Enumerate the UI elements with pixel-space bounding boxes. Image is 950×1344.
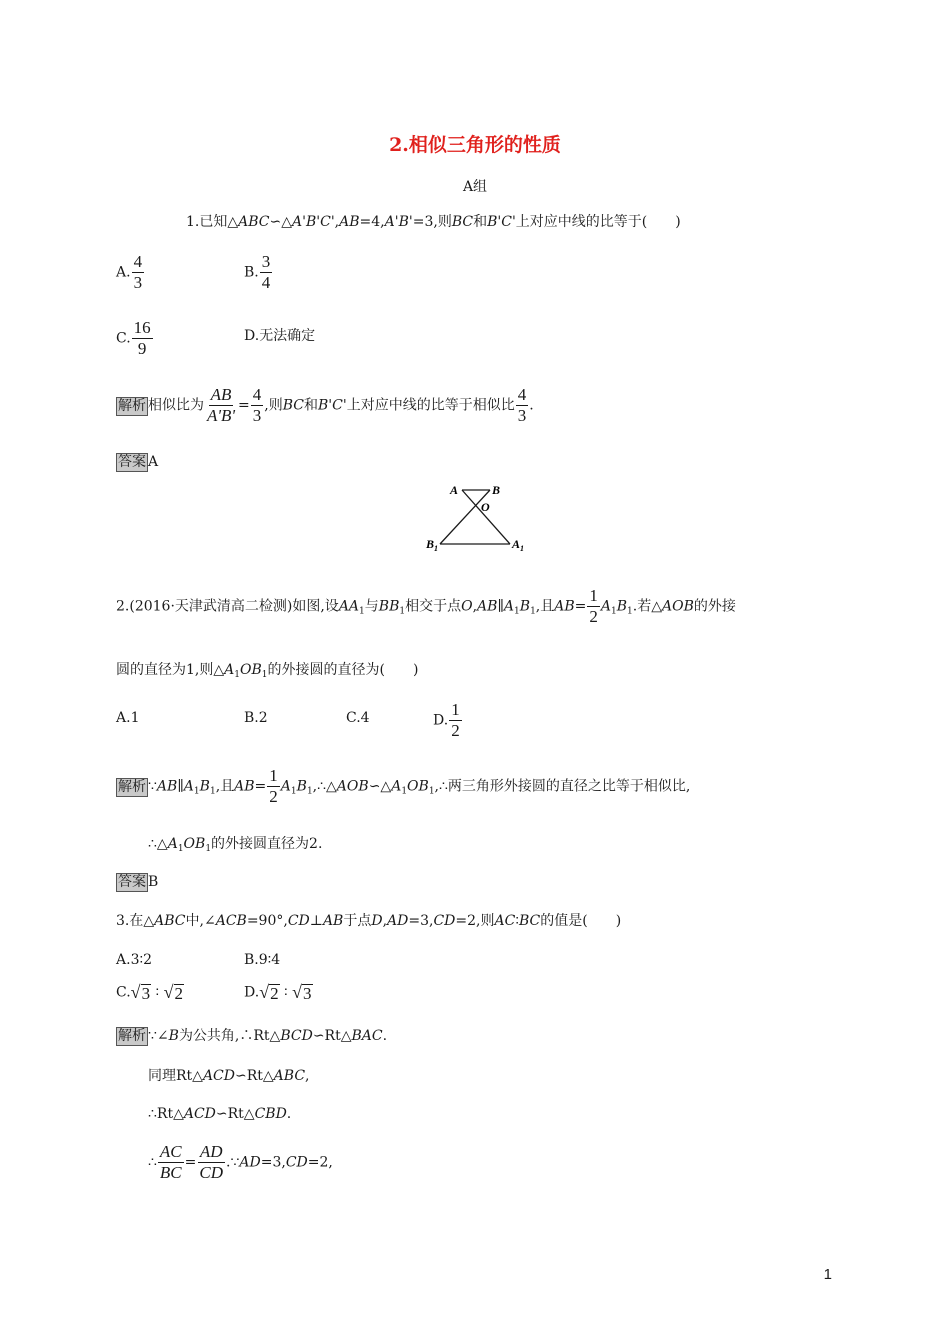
q2-answer: 答案 B: [118, 874, 159, 890]
answer-tag: 答案: [118, 454, 146, 470]
q3-analysis-line2: 同理Rt△ACD∽Rt△ABC,: [148, 1068, 310, 1084]
q1-option-c: C. $\frac{16}{9}$: [116, 318, 151, 358]
point-o-label: O: [481, 500, 490, 514]
q3-analysis-line4: ∴ $\frac{AC}{BC}$ = $\frac{AD}{CD}$ .∵AD=3,CD=2,: [148, 1142, 333, 1182]
q3-option-a: A.3∶2: [116, 952, 153, 968]
geometry-figure: [420, 478, 530, 554]
q3-analysis: 解析 ∵∠B为公共角,∴Rt△BCD∽Rt△BAC.: [118, 1028, 388, 1044]
page-title: 2.相似三角形的性质: [389, 134, 561, 156]
q3-analysis-line3: ∴Rt△ACD∽Rt△CBD.: [148, 1106, 292, 1122]
point-b1-label: $B_1$: [426, 537, 439, 553]
q2-option-b: B.2: [244, 710, 268, 726]
q2-option-a: A.1: [116, 710, 140, 726]
q2-analysis: 解析 $\because AB\parallel A_1B_1$,且AB= $\frac{1}{2}$ $A_1B_1,\therefore\triangle AOB∽\triangle A_1OB_1,\therefore$两三角形外接圆的直径之比等于相似比,: [118, 766, 691, 806]
point-b-label: B: [492, 483, 501, 497]
q2-option-c: C.4: [346, 710, 370, 726]
group-heading: A组: [462, 179, 488, 195]
q2-analysis-line2: $\therefore\triangle A_1OB_1$的外接圆直径为2.: [148, 836, 323, 854]
q3-option-c: C. √ 3 ∶ √ 2: [116, 982, 184, 1003]
q1-option-a: A. $\frac{4}{3}$: [116, 252, 143, 292]
q1-answer: 答案 A: [118, 454, 159, 470]
analysis-tag: 解析: [118, 778, 146, 795]
q2-stem-line2: 圆的直径为1,则$\triangle A_1OB_1$的外接圆的直径为( ): [116, 662, 419, 680]
q1-stem: 1.已知△ABC∽△A'B'C',AB=4,A'B'=3,则BC和B'C'上对应中线的比等于( ): [186, 214, 681, 230]
page-number: 1: [823, 1266, 832, 1283]
q3-option-b: B.9∶4: [244, 952, 281, 968]
point-a-label: A: [450, 483, 459, 497]
q1-analysis: 解析 相似比为 $\frac{AB}{A'B'}$ = $\frac{4}{3}$ ,则BC和B'C'上对应中线的比等于相似比 $\frac{4}{3}$ .: [118, 385, 534, 425]
point-a1-label: $A_1$: [512, 537, 525, 553]
q1-option-d: D.无法确定: [244, 328, 316, 344]
q3-stem: 3.在△ABC中,∠ACB=90°,CD⊥AB于点D,AD=3,CD=2,则AC∶BC的值是( ): [116, 913, 622, 929]
q3-option-d: D. √ 2 ∶ √ 3: [244, 982, 312, 1003]
q2-option-d: D. $\frac{1}{2}$: [433, 700, 460, 740]
answer-tag: 答案: [118, 874, 146, 890]
q1-option-b: B. $\frac{3}{4}$: [244, 252, 271, 292]
analysis-tag: 解析: [118, 397, 146, 414]
q2-stem-line1: 2.(2016·天津武清高二检测)如图,设$AA_1$与$BB_1$相交于点$O,AB\parallel A_1B_1$,且AB= $\frac{1}{2}$ $A_1B_1$.若△AOB的外接: [116, 586, 736, 626]
analysis-tag: 解析: [118, 1028, 146, 1044]
